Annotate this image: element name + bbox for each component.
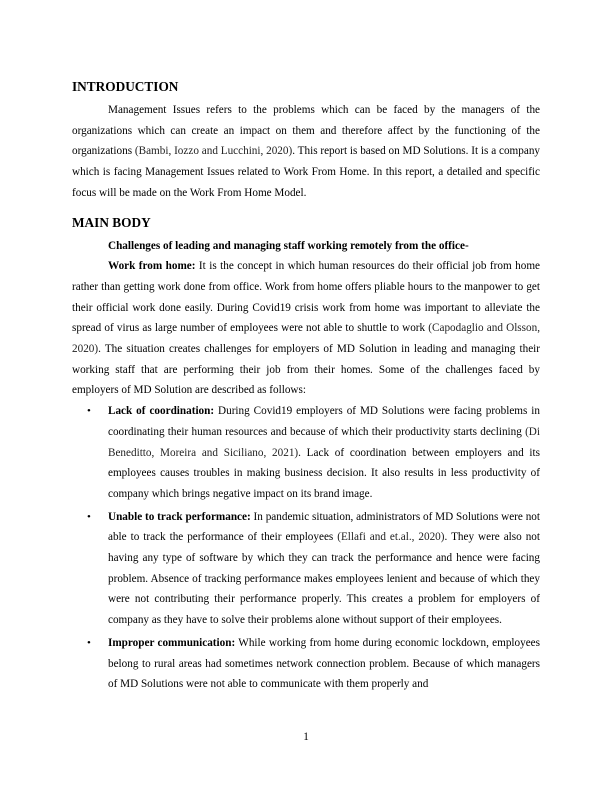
bullet-term: Improper communication: <box>108 636 236 649</box>
bullet-icon: • <box>87 405 91 418</box>
introduction-heading: INTRODUCTION <box>72 79 179 94</box>
bullet-term: Unable to track performance: <box>108 510 251 523</box>
bullet-icon: • <box>87 510 91 523</box>
bullet-text-1: In pandemic situation, administrators of MD Solutions were not able to track the performance of their employees <box>108 510 541 544</box>
list-item <box>72 401 540 505</box>
page-content <box>72 78 540 697</box>
bullet-text-2: . They were also not having any type of software by which they can track the performance and hence were facing problem. Absence of tracking performance makes employees lenient and because of which they were not contributing their performance properly. This creates a problem for employers of company as they have to solve their problems alone without support of their employees. <box>108 531 540 627</box>
wfh-text-2: . The situation creates challenges for employers of MD Solution in leading and managing their working staff that are performing their job from their homes. Some of the challenges faced by employers of MD Solution are described as follows: <box>72 343 540 397</box>
list-item <box>72 507 540 631</box>
bullet-term: Lack of coordination: <box>108 405 215 418</box>
wfh-term: Work from home: <box>108 260 196 273</box>
intro-citation: (Bambi, Iozzo and Lucchini, 2020) <box>134 145 293 158</box>
bullet-text-1: While working from home during economic lockdown, employees belong to rural areas had sometimes network connection problem. Because of which managers of MD Solutions were not able to communicate with them properly and <box>108 636 541 691</box>
list-item <box>72 633 540 695</box>
bullet-text-2: . Lack of coordination between employers and its employees causes troubles in making business decision. It also results in less productivity of company which brings negative impact on its brand image. <box>108 446 540 500</box>
intro-text-2: . This report is based on MD Solutions. It is a company which is facing Management Issues related to Work From Home. In this report, a detailed and specific focus will be made on the Work From Home Model. <box>72 145 541 199</box>
introduction-paragraph <box>72 100 540 204</box>
wfh-text-1: It is the concept in which human resources do their official job from home rather than getting work done from office. Work from home offers pliable hours to the manpower to get their official work done easily. During Covid19 crisis work from home was important to alleviate the spread of virus as large number of employees were not able to shuttle to work <box>72 260 540 335</box>
page-number: 1 <box>303 731 309 743</box>
intro-text-1: Management Issues refers to the problems which can be faced by the managers of the organizations which can create an impact on them and therefore affect by the functioning of the organizations <box>72 104 540 158</box>
main-body-heading: MAIN BODY <box>72 214 151 230</box>
bullet-citation: (Ellafi and et.al., 2020) <box>337 531 445 544</box>
bullet-citation: (Di Beneditto, Moreira and Siciliano, 2021) <box>108 425 540 459</box>
bullet-text-1: During Covid19 employers of MD Solutions were facing problems in coordinating their human resources and because of which their productivity starts declining <box>108 405 541 438</box>
wfh-citation: (Capodaglio and Olsson, 2020) <box>72 322 540 356</box>
challenges-list <box>72 401 540 695</box>
bullet-icon: • <box>87 636 91 649</box>
challenges-subheading: Challenges of leading and managing staff working remotely from the office- <box>108 239 469 252</box>
work-from-home-paragraph <box>72 256 540 401</box>
